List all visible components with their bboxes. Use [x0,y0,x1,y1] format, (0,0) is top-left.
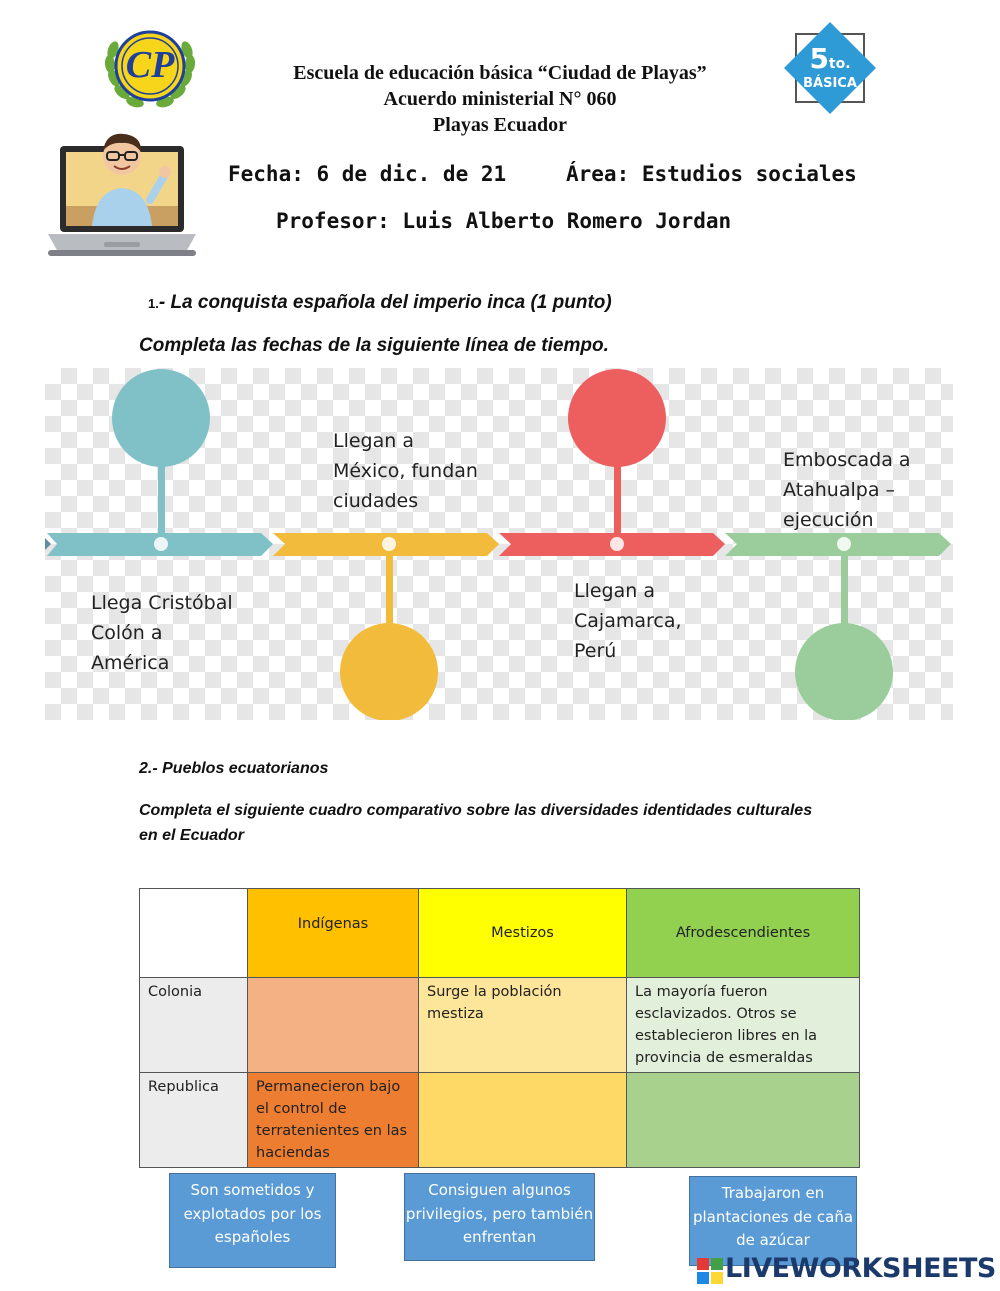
timeline-event-2: Llegan a México, fundan ciudades [333,430,478,512]
date-label: Fecha: 6 de dic. de 21 [228,162,507,186]
teacher-laptop-illustration [46,126,198,260]
comparison-table [139,888,860,1168]
school-name: Escuela de educación básica “Ciudad de Playas” [293,62,707,84]
section1-title [148,292,612,314]
brand-name: LIVEWORKSHEETS [725,1253,996,1284]
timeline-circle-2 [340,623,438,720]
cell-colonia-indigenas[interactable] [248,978,419,1073]
header-indigenas: Indígenas [248,889,419,978]
timeline-circle-1 [112,369,210,467]
answer-box-3[interactable]: Trabajaron en plantaciones de caña de azúcar [689,1176,857,1266]
table-header-row [140,889,860,978]
grade-badge [782,20,878,116]
timeline-circle-3 [568,369,666,467]
teacher-name: Profesor: Luis Alberto Romero Jordan [276,209,732,233]
timeline-dot-1 [154,537,168,551]
timeline-stem-4 [841,544,848,632]
cell-colonia-afro: La mayoría fueron esclavizados. Otros se establecieron libres en la provincia de esmeraldas [627,978,860,1073]
liveworksheets-logo [697,1253,997,1287]
timeline-event-4: Emboscada a Atahualpa – ejecución [783,449,911,531]
liveworksheets-icon [697,1258,723,1284]
timeline-circle-4 [795,623,893,720]
school-agreement: Acuerdo ministerial N° 060 [383,88,617,110]
grade-label: BÁSICA [803,76,857,91]
timeline-event-3: Llegan a Cajamarca, Perú [574,580,682,662]
table-header-empty [140,889,248,978]
timeline-event-1: Llega Cristóbal Colón a América [91,592,233,674]
section1-instruction: Completa las fechas de la siguiente línea de tiempo. [139,335,609,356]
row-label-republica: Republica [140,1073,248,1168]
section2-instruction: Completa el siguiente cuadro comparativo sobre las diversidades identidades culturales en el Ecuador [139,802,813,844]
subject-area: Área: Estudios sociales [566,162,857,186]
header-mestizos: Mestizos [419,889,627,978]
answer-box-1[interactable]: Son sometidos y explotados por los españoles [169,1173,336,1268]
cell-republica-indigenas: Permanecieron bajo el control de terratenientes en las haciendas [248,1073,419,1168]
grade-suffix: to. [828,56,851,72]
timeline-stem-2 [386,544,393,632]
cell-colonia-mestizos: Surge la población mestiza [419,978,627,1073]
cell-republica-afro[interactable] [627,1073,860,1168]
table-row [140,1073,860,1168]
cell-republica-mestizos[interactable] [419,1073,627,1168]
answer-box-2[interactable]: Consiguen algunos privilegios, pero también enfrentan [404,1173,595,1261]
timeline-dot-3 [610,537,624,551]
section1-number: 1. [148,296,159,311]
timeline-dot-2 [382,537,396,551]
school-location: Playas Ecuador [433,114,567,136]
table-row [140,978,860,1073]
timeline-stem-1 [158,458,165,540]
section1-title-text: - La conquista española del imperio inca (1 punto) [158,292,612,313]
logo-text: CP [125,44,175,86]
grade-number: 5 [809,42,829,75]
timeline-dot-4 [837,537,851,551]
section2-title: 2.- Pueblos ecuatorianos [139,760,329,777]
school-logo [100,28,200,114]
row-label-colonia: Colonia [140,978,248,1073]
header-afrodescendientes: Afrodescendientes [627,889,860,978]
timeline-stem-3 [614,458,621,540]
